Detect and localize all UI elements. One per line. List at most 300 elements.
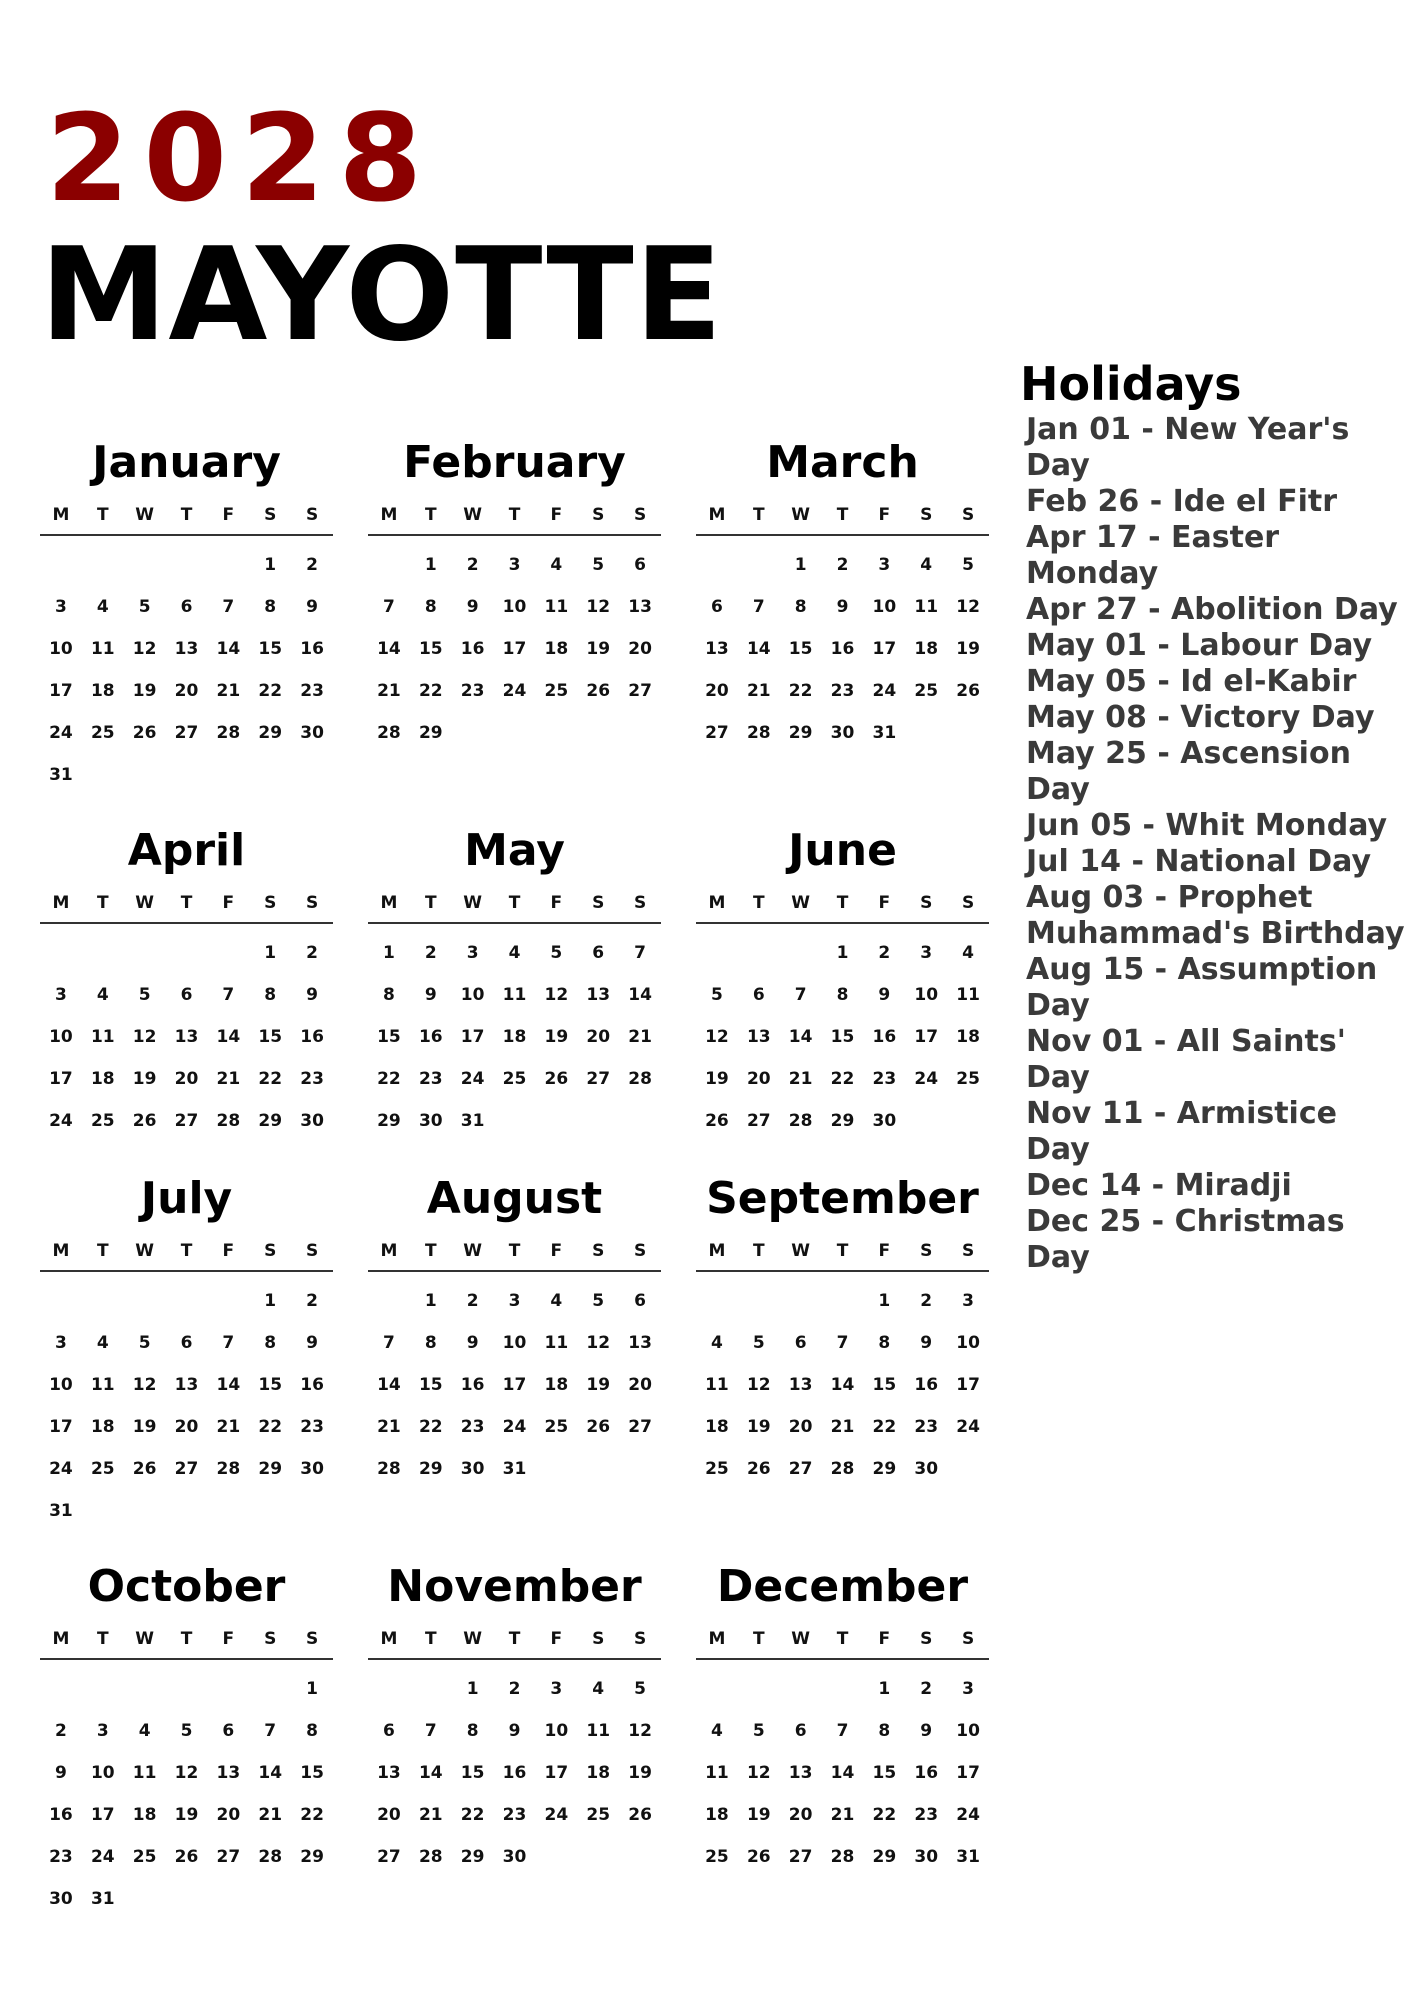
holiday-item: May 01 - Labour Day — [1026, 628, 1373, 664]
day-cell: 29 — [258, 1459, 283, 1479]
day-cell: 28 — [830, 1459, 855, 1479]
day-cell: 31 — [90, 1889, 115, 1909]
day-cell: 8 — [878, 1333, 891, 1353]
empty-cell — [696, 1280, 738, 1322]
holiday-item: May 08 - Victory Day — [1026, 700, 1375, 736]
weekday-label: S — [961, 893, 975, 913]
day-cell: 23 — [830, 681, 855, 701]
day-cell: 19 — [746, 1417, 771, 1437]
day-cell: 3 — [920, 943, 933, 963]
day-cell: 4 — [138, 1721, 151, 1741]
day-cell: 24 — [502, 1417, 527, 1437]
day-cell: 14 — [830, 1763, 855, 1783]
empty-cell — [40, 1668, 82, 1710]
day-cell: 26 — [746, 1459, 771, 1479]
day-cell: 11 — [90, 639, 115, 659]
day-cell: 17 — [544, 1763, 569, 1783]
day-cell: 24 — [914, 1069, 939, 1089]
day-cell: 25 — [90, 1459, 115, 1479]
weekday-label: T — [752, 893, 765, 913]
weekday-label: S — [305, 505, 319, 525]
weekday-label: F — [878, 505, 891, 525]
day-cell: 9 — [878, 985, 891, 1005]
days-grid — [368, 1280, 661, 1490]
day-cell: 26 — [586, 1417, 611, 1437]
empty-cell — [124, 544, 166, 586]
day-cell: 15 — [872, 1375, 897, 1395]
day-cell: 11 — [914, 597, 939, 617]
day-cell: 13 — [377, 1763, 401, 1783]
weekday-label: T — [96, 1241, 109, 1261]
day-cell: 4 — [550, 555, 563, 575]
day-cell: 20 — [174, 1069, 199, 1089]
day-cell: 16 — [300, 639, 324, 659]
day-cell: 15 — [258, 1375, 283, 1395]
holiday-item: Jul 14 - National Day — [1026, 844, 1372, 880]
days-grid — [368, 1668, 661, 1878]
empty-cell — [82, 1668, 124, 1710]
day-cell: 14 — [830, 1375, 855, 1395]
day-cell: 9 — [306, 597, 318, 617]
month-name: November — [387, 1561, 642, 1612]
day-cell: 27 — [788, 1459, 813, 1479]
weekday-header — [368, 1232, 661, 1272]
day-cell: 16 — [418, 1027, 443, 1047]
empty-cell — [166, 544, 208, 586]
day-cell: 7 — [836, 1333, 849, 1353]
day-cell: 11 — [956, 985, 980, 1005]
holiday-item: Jan 01 - New Year's Day — [1026, 412, 1350, 484]
weekday-label: S — [920, 1241, 933, 1261]
weekday-label: T — [96, 1629, 109, 1649]
day-cell: 19 — [586, 1375, 611, 1395]
weekday-label: T — [180, 1241, 193, 1261]
day-cell: 15 — [830, 1027, 855, 1047]
empty-cell — [166, 932, 208, 974]
day-cell: 11 — [586, 1721, 611, 1741]
day-cell: 30 — [914, 1459, 939, 1479]
day-cell: 7 — [634, 943, 646, 963]
weekday-header — [696, 496, 989, 536]
day-cell: 1 — [836, 943, 849, 963]
month-name: September — [706, 1173, 979, 1224]
day-cell: 20 — [705, 681, 729, 701]
day-cell: 13 — [788, 1375, 813, 1395]
weekday-label: M — [380, 1241, 398, 1261]
day-cell: 11 — [705, 1375, 729, 1395]
day-cell: 20 — [174, 1417, 199, 1437]
day-cell: 24 — [49, 723, 73, 743]
day-cell: 18 — [90, 1417, 115, 1437]
day-cell: 7 — [383, 1333, 395, 1353]
day-cell: 2 — [306, 1291, 318, 1311]
day-cell: 23 — [300, 1069, 324, 1089]
day-cell: 10 — [914, 985, 939, 1005]
day-cell: 4 — [550, 1291, 563, 1311]
day-cell: 14 — [628, 985, 652, 1005]
day-cell: 3 — [466, 943, 479, 963]
day-cell: 18 — [544, 639, 569, 659]
empty-cell — [368, 544, 410, 586]
empty-cell — [124, 1280, 166, 1322]
day-cell: 4 — [920, 555, 933, 575]
weekday-label: T — [96, 893, 109, 913]
weekday-header — [40, 1232, 333, 1272]
day-cell: 22 — [872, 1805, 897, 1825]
empty-cell — [696, 544, 738, 586]
day-cell: 8 — [466, 1721, 479, 1741]
day-cell: 15 — [460, 1763, 485, 1783]
day-cell: 1 — [264, 943, 277, 963]
day-cell: 20 — [216, 1805, 241, 1825]
day-cell: 17 — [502, 1375, 527, 1395]
weekday-label: T — [180, 1629, 193, 1649]
day-cell: 1 — [264, 1291, 277, 1311]
day-cell: 26 — [705, 1111, 729, 1131]
day-cell: 13 — [628, 1333, 652, 1353]
day-cell: 6 — [222, 1721, 235, 1741]
day-cell: 12 — [544, 985, 569, 1005]
day-cell: 18 — [90, 1069, 115, 1089]
day-cell: 26 — [628, 1805, 652, 1825]
day-cell: 20 — [628, 1375, 652, 1395]
day-cell: 25 — [90, 1111, 115, 1131]
day-cell: 6 — [794, 1721, 807, 1741]
day-cell: 27 — [174, 723, 199, 743]
weekday-label: T — [424, 505, 437, 525]
day-cell: 13 — [174, 1375, 199, 1395]
day-cell: 5 — [752, 1333, 765, 1353]
holiday-item: Dec 14 - Miradji — [1026, 1168, 1292, 1204]
day-cell: 10 — [956, 1721, 980, 1741]
day-cell: 24 — [502, 681, 527, 701]
day-cell: 26 — [132, 1459, 157, 1479]
day-cell: 28 — [216, 723, 241, 743]
day-cell: 4 — [592, 1679, 605, 1699]
weekday-label: M — [708, 1241, 726, 1261]
day-cell: 3 — [508, 1291, 521, 1311]
month-may — [368, 818, 661, 1166]
day-cell: 1 — [306, 1679, 318, 1699]
day-cell: 1 — [878, 1291, 891, 1311]
weekday-label: T — [836, 505, 849, 525]
weekday-label: S — [592, 893, 605, 913]
day-cell: 4 — [96, 985, 109, 1005]
day-cell: 29 — [830, 1111, 855, 1131]
day-cell: 7 — [794, 985, 807, 1005]
day-cell: 12 — [132, 1375, 157, 1395]
day-cell: 31 — [502, 1459, 527, 1479]
weekday-label: W — [791, 505, 811, 525]
weekday-label: F — [222, 1629, 235, 1649]
month-name: October — [87, 1561, 286, 1612]
day-cell: 15 — [418, 1375, 443, 1395]
holidays-panel — [1020, 357, 1410, 1276]
empty-cell — [40, 544, 82, 586]
day-cell: 12 — [132, 1027, 157, 1047]
day-cell: 5 — [138, 1333, 151, 1353]
day-cell: 21 — [628, 1027, 652, 1047]
weekday-label: S — [592, 1629, 605, 1649]
day-cell: 19 — [956, 639, 980, 659]
day-cell: 29 — [258, 723, 283, 743]
day-cell: 25 — [705, 1847, 729, 1867]
weekday-label: F — [550, 505, 563, 525]
holiday-item: Aug 03 - Prophet Muhammad's Birthday — [1026, 880, 1405, 952]
day-cell: 23 — [460, 681, 485, 701]
day-cell: 29 — [258, 1111, 283, 1131]
weekday-label: S — [633, 1241, 647, 1261]
day-cell: 17 — [956, 1763, 980, 1783]
day-cell: 24 — [956, 1417, 980, 1437]
month-name: March — [766, 437, 919, 488]
weekday-label: W — [463, 505, 483, 525]
day-cell: 3 — [96, 1721, 109, 1741]
month-name: January — [92, 437, 281, 488]
day-cell: 17 — [49, 1069, 73, 1089]
day-cell: 4 — [96, 1333, 109, 1353]
day-cell: 5 — [711, 985, 723, 1005]
day-cell: 13 — [746, 1027, 771, 1047]
day-cell: 29 — [418, 723, 443, 743]
day-cell: 21 — [746, 681, 771, 701]
weekday-label: T — [752, 1629, 765, 1649]
day-cell: 9 — [424, 985, 437, 1005]
day-cell: 27 — [216, 1847, 241, 1867]
weekday-label: S — [633, 1629, 647, 1649]
empty-cell — [368, 1280, 410, 1322]
weekday-label: S — [264, 505, 277, 525]
weekday-label: W — [135, 1241, 155, 1261]
day-cell: 15 — [258, 1027, 283, 1047]
day-cell: 21 — [216, 1069, 241, 1089]
month-november — [368, 1554, 661, 1934]
day-cell: 16 — [914, 1375, 939, 1395]
day-cell: 17 — [872, 639, 897, 659]
day-cell: 11 — [132, 1763, 157, 1783]
day-cell: 4 — [96, 597, 109, 617]
day-cell: 23 — [49, 1847, 73, 1867]
day-cell: 26 — [174, 1847, 199, 1867]
day-cell: 28 — [216, 1111, 241, 1131]
day-cell: 21 — [830, 1417, 855, 1437]
day-cell: 29 — [788, 723, 813, 743]
day-cell: 22 — [300, 1805, 324, 1825]
weekday-label: F — [878, 893, 891, 913]
weekday-label: T — [96, 505, 109, 525]
day-cell: 7 — [424, 1721, 437, 1741]
day-cell: 29 — [377, 1111, 401, 1131]
day-cell: 12 — [174, 1763, 199, 1783]
weekday-header — [696, 1620, 989, 1660]
day-cell: 11 — [502, 985, 527, 1005]
day-cell: 27 — [628, 1417, 652, 1437]
month-name: July — [140, 1173, 233, 1224]
day-cell: 14 — [377, 1375, 401, 1395]
day-cell: 8 — [794, 597, 807, 617]
month-december — [696, 1554, 989, 1934]
month-june — [696, 818, 989, 1166]
empty-cell — [780, 1668, 822, 1710]
day-cell: 25 — [90, 723, 115, 743]
empty-cell — [738, 1280, 780, 1322]
empty-cell — [696, 1668, 738, 1710]
day-cell: 12 — [628, 1721, 652, 1741]
empty-cell — [124, 1668, 166, 1710]
day-cell: 27 — [377, 1847, 401, 1867]
days-grid — [40, 1668, 333, 1920]
day-cell: 21 — [377, 681, 401, 701]
day-cell: 14 — [258, 1763, 283, 1783]
day-cell: 22 — [418, 1417, 443, 1437]
day-cell: 17 — [49, 681, 73, 701]
weekday-label: S — [920, 505, 933, 525]
day-cell: 19 — [132, 1417, 157, 1437]
day-cell: 29 — [872, 1459, 897, 1479]
day-cell: 6 — [634, 1291, 646, 1311]
day-cell: 13 — [174, 639, 199, 659]
day-cell: 1 — [794, 555, 807, 575]
day-cell: 6 — [180, 985, 193, 1005]
day-cell: 27 — [746, 1111, 771, 1131]
day-cell: 30 — [49, 1889, 73, 1909]
weekday-label: S — [264, 1241, 277, 1261]
weekday-label: M — [708, 893, 726, 913]
day-cell: 29 — [418, 1459, 443, 1479]
day-cell: 24 — [872, 681, 897, 701]
weekday-label: T — [424, 893, 437, 913]
day-cell: 3 — [550, 1679, 563, 1699]
day-cell: 9 — [920, 1721, 933, 1741]
day-cell: 28 — [258, 1847, 283, 1867]
weekday-label: M — [52, 893, 70, 913]
day-cell: 3 — [508, 555, 521, 575]
holiday-item: May 05 - Id el-Kabir — [1026, 664, 1357, 700]
month-july — [40, 1166, 333, 1554]
day-cell: 23 — [460, 1417, 485, 1437]
day-cell: 23 — [418, 1069, 443, 1089]
day-cell: 13 — [788, 1763, 813, 1783]
weekday-label: W — [791, 1241, 811, 1261]
day-cell: 19 — [132, 681, 157, 701]
day-cell: 11 — [544, 1333, 569, 1353]
day-cell: 11 — [90, 1027, 115, 1047]
day-cell: 2 — [836, 555, 849, 575]
day-cell: 9 — [836, 597, 849, 617]
weekday-label: T — [836, 893, 849, 913]
weekday-label: S — [592, 1241, 605, 1261]
weekday-header — [696, 1232, 989, 1272]
day-cell: 10 — [502, 1333, 527, 1353]
day-cell: 6 — [180, 1333, 193, 1353]
holiday-item: Apr 27 - Abolition Day — [1026, 592, 1398, 628]
weekday-label: T — [424, 1241, 437, 1261]
day-cell: 24 — [460, 1069, 485, 1089]
month-name: December — [716, 1561, 969, 1612]
day-cell: 28 — [418, 1847, 443, 1867]
day-cell: 24 — [49, 1459, 73, 1479]
weekday-label: W — [463, 1241, 483, 1261]
empty-cell — [207, 1280, 249, 1322]
days-grid — [696, 932, 989, 1142]
day-cell: 29 — [460, 1847, 485, 1867]
day-cell: 1 — [383, 943, 395, 963]
day-cell: 20 — [174, 681, 199, 701]
weekday-label: S — [592, 505, 605, 525]
day-cell: 30 — [300, 723, 324, 743]
day-cell: 9 — [466, 597, 479, 617]
day-cell: 27 — [628, 681, 652, 701]
empty-cell — [738, 544, 780, 586]
day-cell: 8 — [264, 1333, 277, 1353]
day-cell: 29 — [300, 1847, 324, 1867]
day-cell: 5 — [634, 1679, 646, 1699]
weekday-header — [40, 1620, 333, 1660]
month-january — [40, 430, 333, 818]
weekday-label: T — [752, 505, 765, 525]
day-cell: 9 — [306, 1333, 318, 1353]
empty-cell — [249, 1668, 291, 1710]
day-cell: 8 — [264, 985, 277, 1005]
day-cell: 25 — [914, 681, 939, 701]
weekday-label: W — [135, 1629, 155, 1649]
day-cell: 18 — [956, 1027, 980, 1047]
weekday-header — [368, 496, 661, 536]
day-cell: 27 — [174, 1111, 199, 1131]
day-cell: 30 — [872, 1111, 897, 1131]
day-cell: 7 — [222, 985, 235, 1005]
day-cell: 8 — [383, 985, 395, 1005]
day-cell: 25 — [956, 1069, 980, 1089]
day-cell: 29 — [872, 1847, 897, 1867]
holiday-item: Aug 15 - Assumption Day — [1026, 952, 1378, 1024]
day-cell: 16 — [502, 1763, 527, 1783]
weekday-label: F — [550, 1629, 563, 1649]
day-cell: 3 — [55, 985, 67, 1005]
day-cell: 10 — [956, 1333, 980, 1353]
day-cell: 15 — [377, 1027, 401, 1047]
day-cell: 11 — [705, 1763, 729, 1783]
day-cell: 5 — [592, 555, 605, 575]
day-cell: 21 — [377, 1417, 401, 1437]
day-cell: 8 — [836, 985, 849, 1005]
day-cell: 1 — [466, 1679, 479, 1699]
empty-cell — [82, 932, 124, 974]
day-cell: 31 — [49, 1501, 73, 1521]
empty-cell — [40, 1280, 82, 1322]
weekday-label: S — [633, 505, 647, 525]
day-cell: 28 — [377, 723, 401, 743]
day-cell: 2 — [306, 943, 318, 963]
day-cell: 2 — [878, 943, 891, 963]
day-cell: 10 — [460, 985, 485, 1005]
day-cell: 12 — [746, 1375, 771, 1395]
day-cell: 25 — [586, 1805, 611, 1825]
days-grid — [696, 1668, 989, 1878]
weekday-label: F — [550, 893, 563, 913]
day-cell: 24 — [90, 1847, 115, 1867]
day-cell: 14 — [216, 1375, 241, 1395]
holiday-item: Jun 05 - Whit Monday — [1026, 808, 1388, 844]
weekday-label: M — [380, 1629, 398, 1649]
empty-cell — [780, 932, 822, 974]
day-cell: 21 — [216, 1417, 241, 1437]
holiday-item: Nov 01 - All Saints' Day — [1026, 1024, 1346, 1096]
month-february — [368, 430, 661, 818]
weekday-label: T — [752, 1241, 765, 1261]
day-cell: 24 — [49, 1111, 73, 1131]
day-cell: 28 — [628, 1069, 652, 1089]
